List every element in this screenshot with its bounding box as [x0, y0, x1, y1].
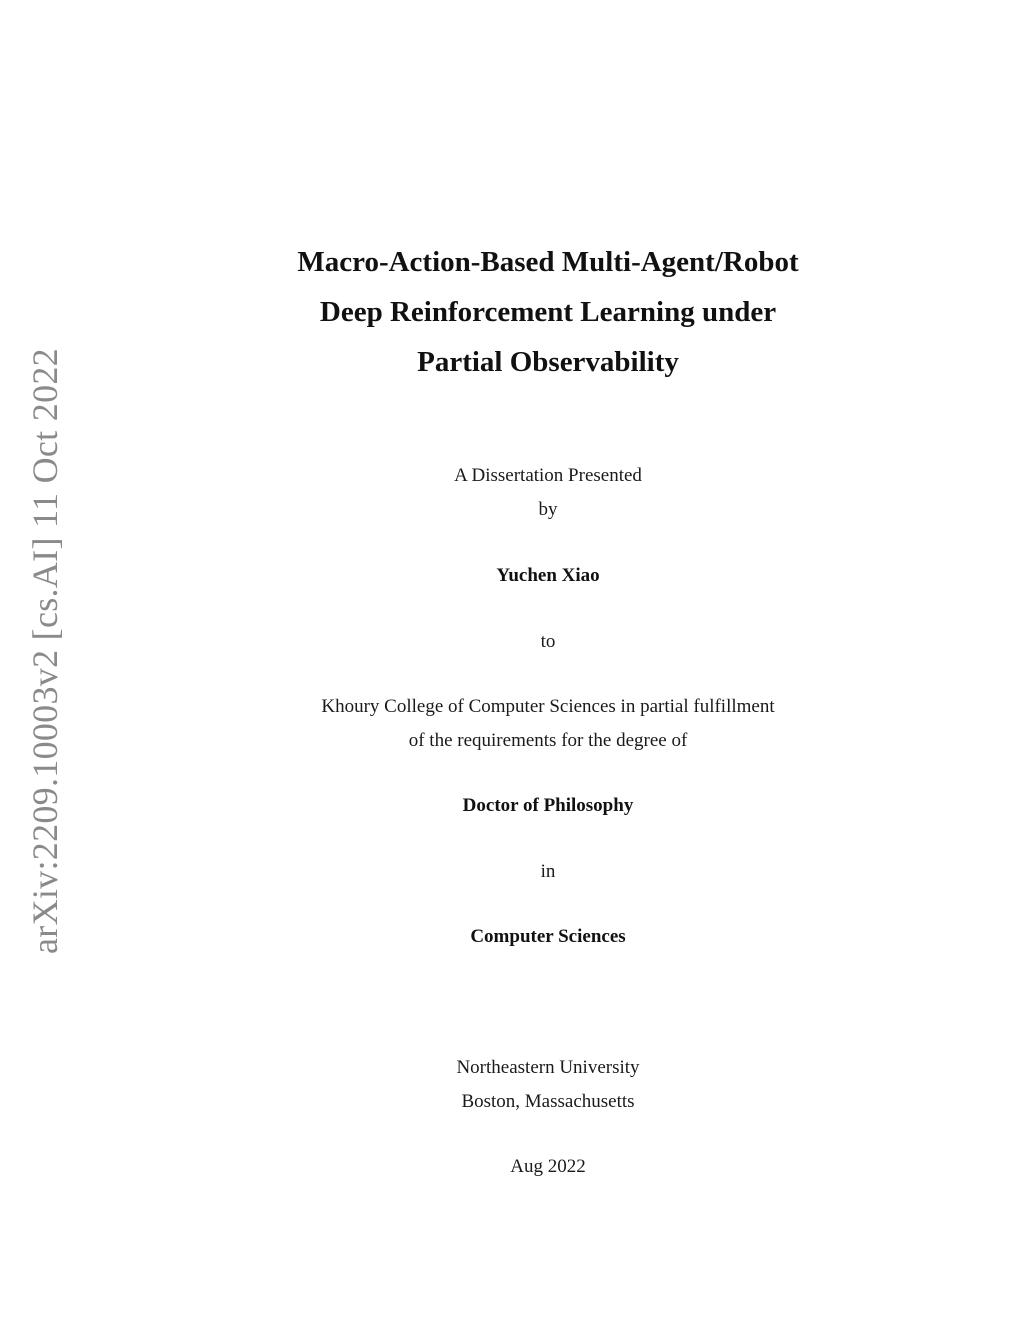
date-text: Aug 2022 [510, 1156, 586, 1177]
title-line-1: Macro-Action-Based Multi-Agent/Robot [297, 246, 799, 278]
university-name: Northeastern University [456, 1057, 640, 1078]
fulfillment-line-2: of the requirements for the degree of [408, 730, 688, 751]
title-line-2: Deep Reinforcement Learning under [319, 296, 777, 328]
by-text: by [538, 499, 558, 520]
fulfillment-line-1: Khoury College of Computer Sciences in partial fulfillment [321, 696, 775, 717]
degree-name: Doctor of Philosophy [462, 795, 634, 816]
author-name: Yuchen Xiao [496, 565, 600, 586]
to-text: to [540, 631, 556, 652]
title-line-3: Partial Observability [417, 346, 679, 378]
in-text: in [540, 861, 556, 882]
dissertation-presented: A Dissertation Presented [454, 465, 642, 486]
field-name: Computer Sciences [470, 926, 626, 947]
arxiv-stamp: arXiv:2209.10003v2 [cs.AI] 11 Oct 2022 [25, 348, 65, 954]
location-text: Boston, Massachusetts [461, 1091, 635, 1112]
